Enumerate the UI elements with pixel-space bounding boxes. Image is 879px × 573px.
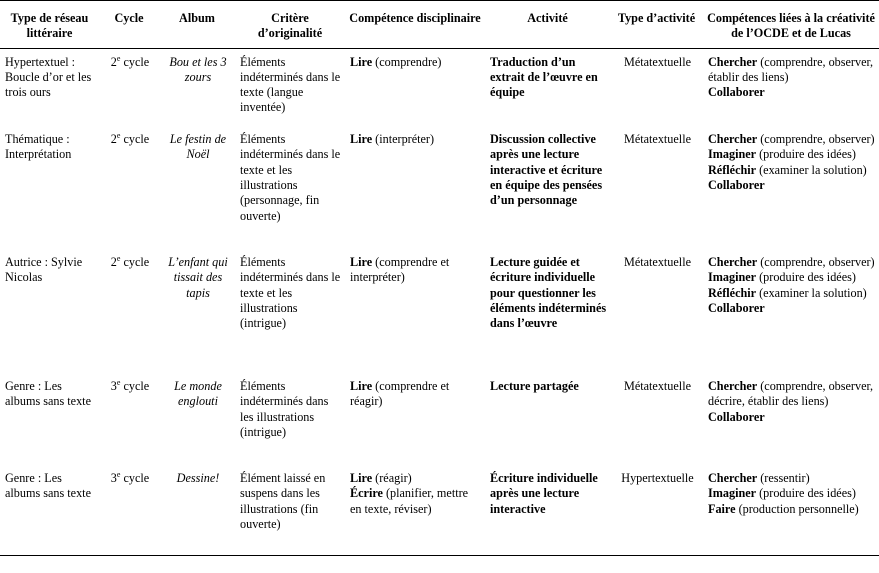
creativite-item [708, 55, 876, 86]
creativite-item [708, 502, 876, 517]
type-reseau-text: Hypertextuel : Boucle d’or et les trois ours [5, 54, 92, 100]
creativite-detail: (examiner la solution) [756, 285, 867, 300]
creativite-detail: (comprendre, observer, décrire, établir des liens) [708, 379, 874, 409]
cell-cycle [99, 126, 159, 249]
cycle-ordinal: e [116, 254, 121, 264]
table-row [0, 249, 879, 373]
creativite-item [708, 410, 876, 425]
cell-type-reseau [0, 465, 99, 555]
creativite-item [708, 379, 876, 410]
type-activite-text: Métatextuelle [623, 132, 691, 147]
cell-type-activite [610, 249, 703, 373]
cell-creativite [703, 249, 879, 373]
cycle-ordinal: e [116, 378, 121, 388]
creativite-detail: (comprendre, observer) [757, 132, 875, 147]
cell-cycle [99, 465, 159, 555]
creativite-label: Chercher [708, 54, 758, 69]
type-reseau-text: Autrice : Sylvie Nicolas [5, 255, 83, 285]
cell-type-reseau [0, 373, 99, 465]
creativite-item [708, 163, 876, 178]
cycle-number: 2 [110, 255, 117, 270]
cell-creativite [703, 373, 879, 465]
header-type-reseau: Type de réseau littéraire [0, 1, 99, 49]
cycle-ordinal: e [116, 53, 121, 63]
header-creativite: Compétences liées à la créativité de l’OCDE et de Lucas [703, 1, 879, 49]
cell-type-reseau [0, 249, 99, 373]
activite-text: Traduction d’un extrait de l’œuvre en équipe [490, 54, 598, 100]
competence-detail: (planifier, mettre en texte, réviser) [350, 486, 469, 516]
creativite-label: Chercher [708, 379, 758, 394]
cycle-ordinal: e [116, 470, 121, 480]
competence-label: Écrire [350, 486, 383, 501]
cell-type-activite [610, 373, 703, 465]
creativite-label: Réfléchir [708, 162, 757, 177]
type-activite-text: Métatextuelle [623, 255, 691, 270]
competence-detail: (réagir) [372, 471, 412, 486]
type-activite-text: Métatextuelle [623, 54, 691, 69]
header-album: Album [159, 1, 235, 49]
critere-text: Éléments indéterminés dans les illustrations (intrigue) [240, 379, 329, 439]
cell-competence [345, 126, 485, 249]
table-body [0, 48, 879, 555]
creativite-label: Chercher [708, 132, 758, 147]
competence-item [350, 379, 482, 410]
cell-cycle [99, 48, 159, 126]
cell-critere [235, 48, 345, 126]
cell-cycle [99, 373, 159, 465]
cell-creativite [703, 465, 879, 555]
creativite-detail: (produire des idées) [756, 147, 856, 162]
activite-text: Lecture guidée et écriture individuelle pour questionner les éléments indéterminés dans l’œuvre [490, 255, 607, 331]
cell-type-reseau [0, 48, 99, 126]
creativite-item [708, 132, 876, 147]
creativite-item [708, 178, 876, 193]
table-row [0, 465, 879, 555]
table-row [0, 373, 879, 465]
competence-label: Lire [350, 471, 373, 486]
competence-item [350, 132, 482, 147]
competence-item [350, 471, 482, 486]
creativite-label: Imaginer [708, 270, 757, 285]
cycle-number: 3 [110, 379, 117, 394]
competence-detail: (comprendre) [372, 54, 442, 69]
header-critere: Critère d’originalité [235, 1, 345, 49]
activite-text: Discussion collective après une lecture interactive et écriture en équipe des pensées d’un personnage [490, 132, 603, 208]
creativite-item [708, 486, 876, 501]
creativite-label: Faire [708, 501, 736, 516]
album-title: Le monde englouti [174, 379, 222, 409]
creativite-item [708, 301, 876, 316]
cell-creativite [703, 126, 879, 249]
type-reseau-text: Genre : Les albums sans texte [5, 379, 91, 409]
creativite-detail: (produire des idées) [756, 486, 856, 501]
creativite-label: Chercher [708, 471, 758, 486]
cycle-number: 3 [110, 471, 117, 486]
competence-label: Lire [350, 379, 373, 394]
album-title: Bou et les 3 zours [169, 54, 227, 84]
cycle-word: cycle [120, 54, 150, 69]
creativite-detail: (production personnelle) [735, 501, 859, 516]
cycle-number: 2 [110, 132, 117, 147]
competence-item [350, 255, 482, 286]
cell-album [159, 465, 235, 555]
cycle-ordinal: e [116, 131, 121, 141]
cell-activite [485, 48, 610, 126]
creativite-item [708, 85, 876, 100]
cell-type-activite [610, 126, 703, 249]
cell-activite [485, 465, 610, 555]
creativite-label: Collaborer [708, 300, 765, 315]
album-title: Le festin de Noël [169, 132, 227, 162]
type-activite-text: Hypertextuelle [621, 471, 694, 486]
cell-competence [345, 249, 485, 373]
table-row [0, 126, 879, 249]
type-reseau-text: Genre : Les albums sans texte [5, 471, 91, 501]
creativite-label: Imaginer [708, 147, 757, 162]
cell-album [159, 373, 235, 465]
creativite-label: Collaborer [708, 85, 765, 100]
creativite-label: Chercher [708, 255, 758, 270]
type-reseau-text: Thématique : Interprétation [5, 132, 72, 162]
cell-type-activite [610, 48, 703, 126]
album-title: L’enfant qui tissait des tapis [168, 255, 228, 300]
creativite-label: Réfléchir [708, 285, 757, 300]
header-cycle: Cycle [99, 1, 159, 49]
creativite-detail: (produire des idées) [756, 270, 856, 285]
cell-critere [235, 465, 345, 555]
creativite-item [708, 147, 876, 162]
header-activite: Activité [485, 1, 610, 49]
cell-critere [235, 126, 345, 249]
cell-activite [485, 373, 610, 465]
creativite-detail: (comprendre, observer) [757, 255, 875, 270]
cell-album [159, 126, 235, 249]
cell-competence [345, 373, 485, 465]
creativite-label: Collaborer [708, 409, 765, 424]
critere-text: Éléments indéterminés dans le texte et les illustrations (intrigue) [240, 255, 341, 331]
creativite-item [708, 255, 876, 270]
critere-text: Éléments indéterminés dans le texte et les illustrations (personnage, fin ouverte) [240, 132, 341, 223]
critere-text: Élément laissé en suspens dans les illustrations (fin ouverte) [240, 471, 326, 531]
table-row [0, 48, 879, 126]
competence-detail: (interpréter) [372, 132, 435, 147]
creativite-detail: (examiner la solution) [756, 162, 867, 177]
cycle-word: cycle [120, 132, 150, 147]
cell-creativite [703, 48, 879, 126]
competence-label: Lire [350, 255, 373, 270]
header-row [0, 1, 879, 49]
creativite-detail: (ressentir) [757, 471, 810, 486]
competence-item [350, 486, 482, 517]
cell-cycle [99, 249, 159, 373]
cell-critere [235, 249, 345, 373]
cell-competence [345, 465, 485, 555]
cell-album [159, 48, 235, 126]
cycle-number: 2 [110, 54, 117, 69]
creativite-item [708, 270, 876, 285]
competence-label: Lire [350, 54, 373, 69]
cell-competence [345, 48, 485, 126]
cell-activite [485, 126, 610, 249]
cell-activite [485, 249, 610, 373]
cell-critere [235, 373, 345, 465]
activite-text: Écriture individuelle après une lecture interactive [490, 471, 598, 516]
cell-type-reseau [0, 126, 99, 249]
creativite-label: Collaborer [708, 177, 765, 192]
cell-album [159, 249, 235, 373]
competence-item [350, 55, 482, 70]
header-type-activite: Type d’activité [610, 1, 703, 49]
competence-detail: (comprendre et interpréter) [350, 255, 450, 285]
competence-detail: (comprendre et réagir) [350, 379, 450, 409]
album-title: Dessine! [176, 471, 220, 486]
cycle-word: cycle [120, 255, 150, 270]
cell-type-activite [610, 465, 703, 555]
competence-label: Lire [350, 132, 373, 147]
activite-text: Lecture partagée [490, 379, 579, 394]
header-competence: Compétence disciplinaire [345, 1, 485, 49]
cycle-word: cycle [120, 471, 150, 486]
type-activite-text: Métatextuelle [623, 379, 691, 394]
critere-text: Éléments indéterminés dans le texte (langue inventée) [240, 54, 341, 115]
creativite-detail: (comprendre, observer, établir des liens) [708, 54, 874, 84]
creativite-label: Imaginer [708, 486, 757, 501]
cycle-word: cycle [120, 379, 150, 394]
creativite-item [708, 471, 876, 486]
creativite-item [708, 286, 876, 301]
